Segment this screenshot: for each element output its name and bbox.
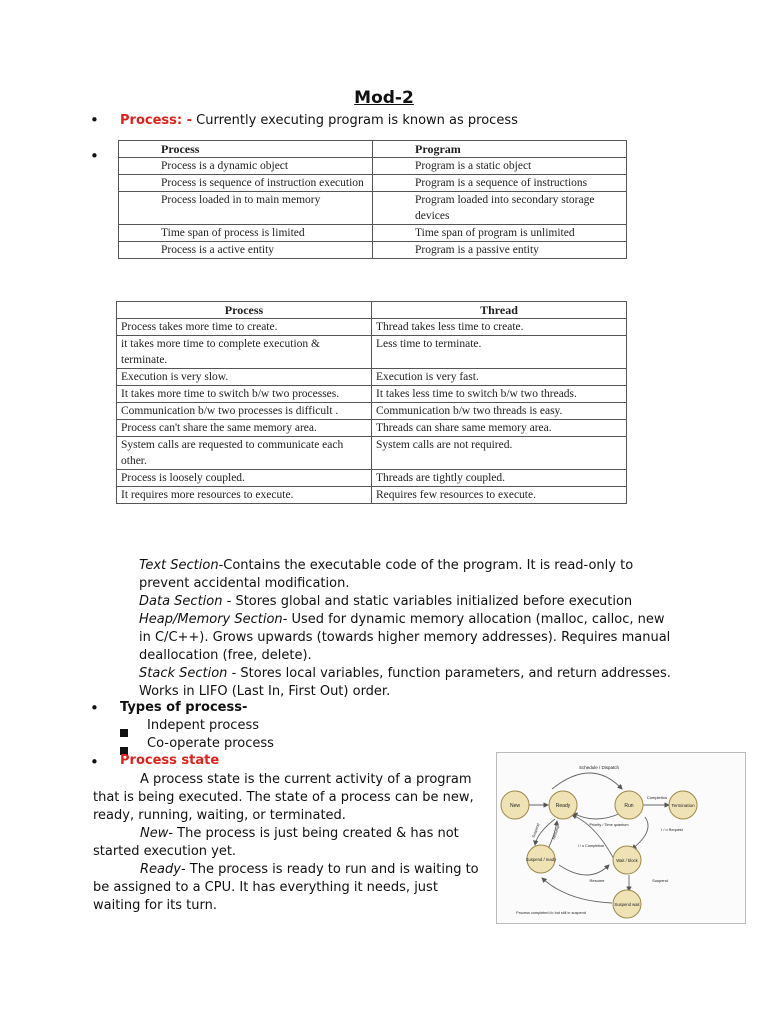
table-header-row: [119, 141, 627, 158]
table-cell: Communication b/w two processes is difficult .: [117, 403, 372, 420]
table-row: [117, 403, 627, 420]
state-term: New: [140, 826, 169, 841]
table-cell: It requires more resources to execute.: [117, 487, 372, 504]
table-cell: Process can't share the same memory area.: [117, 420, 372, 437]
table-cell: Process is a dynamic object: [119, 158, 373, 175]
process-state-heading: Process state: [120, 753, 220, 768]
table-cell: Process is a active entity: [119, 242, 373, 259]
section-description: - Used for dynamic memory allocation (malloc, calloc, new in C/C++). Grows upwards (towards higher memory addresses). Requires manual deallocation (free, delete).: [139, 612, 671, 663]
state-label: Suspend wait: [614, 902, 640, 907]
table-cell: Threads can share same memory area.: [372, 420, 627, 437]
table-row: [117, 437, 627, 470]
bullet-dot: •: [90, 753, 99, 771]
table-cell: Time span of program is unlimited: [373, 225, 627, 242]
bullet-dot: •: [90, 699, 99, 717]
table-cell: Less time to terminate.: [372, 336, 627, 369]
table-cell: Process loaded in to main memory: [119, 192, 373, 225]
section-term: Stack Section: [139, 666, 228, 681]
table-row: [119, 242, 627, 259]
table-header: Process: [119, 141, 373, 158]
state-label: Suspend / ready: [525, 857, 557, 862]
process-definition: [120, 113, 518, 128]
state-label: New: [509, 803, 521, 809]
edge-label: Resume: [589, 878, 605, 883]
table-cell: Thread takes less time to create.: [372, 319, 627, 336]
bullet-dot: •: [90, 147, 99, 165]
section-term: Text Section: [139, 558, 219, 573]
table-cell: Time span of process is limited: [119, 225, 373, 242]
table-row: [117, 470, 627, 487]
table-cell: System calls are requested to communicate each other.: [117, 437, 372, 470]
section-term: Heap/Memory Section: [139, 612, 283, 627]
stack-section-item: [139, 665, 679, 701]
table-cell: It takes more time to switch b/w two processes.: [117, 386, 372, 403]
state-label: Run: [624, 803, 634, 809]
state-label: Ready: [555, 803, 571, 809]
table-cell: Requires few resources to execute.: [372, 487, 627, 504]
edge-label: Resume: [551, 825, 561, 840]
square-bullet-icon: [120, 722, 128, 741]
table-cell: Threads are tightly coupled.: [372, 470, 627, 487]
heap-section-item: [139, 611, 679, 665]
table-header-row: [117, 302, 627, 319]
process-label: Process: -: [120, 113, 192, 128]
edge-label: Completion: [646, 795, 668, 800]
data-section-item: [139, 593, 679, 611]
edge-label: I / o Request: [661, 828, 683, 832]
edge-label: Suspend: [531, 822, 541, 839]
table-cell: Execution is very fast.: [372, 369, 627, 386]
process-state-intro: A process state is the current activity of a program that is being executed. The state of a process can be new, ready, running, waiting, or terminated.: [93, 772, 474, 823]
table-cell: Program is a sequence of instructions: [373, 175, 627, 192]
table-cell: Process is sequence of instruction execution: [119, 175, 373, 192]
table-cell: Communication b/w two threads is easy.: [372, 403, 627, 420]
memory-sections: [139, 557, 679, 701]
edge-label: Schedule / Dispatch: [578, 765, 620, 770]
page-title: Mod-2: [354, 88, 414, 108]
table-header: Process: [117, 302, 372, 319]
section-term: Data Section: [139, 594, 223, 609]
table-row: [119, 175, 627, 192]
bullet-dot: •: [90, 111, 99, 129]
state-text: - The process is ready to run and is waiting to be assigned to a CPU. It has everything it needs, just waiting for its turn.: [93, 862, 479, 913]
edge-label: Process completed i/o but still in suspend: [516, 911, 586, 915]
section-description: - Stores global and static variables initialized before execution: [222, 594, 633, 609]
process-text: Currently executing program is known as process: [192, 113, 518, 128]
table-cell: Program is a passive entity: [373, 242, 627, 259]
section-description: -Contains the executable code of the program. It is read-only to prevent accidental modification.: [139, 558, 634, 591]
table-row: [117, 420, 627, 437]
type-item: Indepent process: [147, 718, 259, 733]
table-cell: Process is loosely coupled.: [117, 470, 372, 487]
table-header: Program: [373, 141, 627, 158]
section-description: - Stores local variables, function parameters, and return addresses. Works in LIFO (Last In, First Out) order.: [139, 666, 671, 699]
table-row: [117, 386, 627, 403]
process-vs-program-table: [118, 140, 627, 259]
new-state-description: [93, 825, 483, 861]
table-row: [117, 369, 627, 386]
edge-label: I / o Completion: [577, 844, 605, 848]
type-item: Co-operate process: [147, 736, 274, 751]
table-cell: System calls are not required.: [372, 437, 627, 470]
table-cell: it takes more time to complete execution & terminate.: [117, 336, 372, 369]
table-cell: Process takes more time to create.: [117, 319, 372, 336]
table-cell: Program is a static object: [373, 158, 627, 175]
process-vs-thread-table: [116, 301, 627, 504]
state-label: Wait / block: [616, 858, 638, 863]
table-row: [117, 487, 627, 504]
table-cell: Execution is very slow.: [117, 369, 372, 386]
text-section-item: [139, 557, 679, 593]
ready-state-description: [93, 861, 485, 915]
table-row: [119, 192, 627, 225]
table-cell: It takes less time to switch b/w two threads.: [372, 386, 627, 403]
edge-label: Priority / Time quantum: [589, 823, 629, 827]
table-row: [119, 225, 627, 242]
table-row: [119, 158, 627, 175]
table-header: Thread: [372, 302, 627, 319]
edge-label: Suspend: [652, 878, 668, 883]
process-state-diagram: [496, 752, 746, 924]
table-cell: Program loaded into secondary storage devices: [373, 192, 627, 225]
state-term: Ready: [140, 862, 181, 877]
table-row: [117, 319, 627, 336]
table-row: [117, 336, 627, 369]
types-heading: Types of process-: [120, 700, 248, 715]
state-text: - The process is just being created & has not started execution yet.: [93, 826, 459, 859]
state-label: Termination: [671, 803, 695, 808]
